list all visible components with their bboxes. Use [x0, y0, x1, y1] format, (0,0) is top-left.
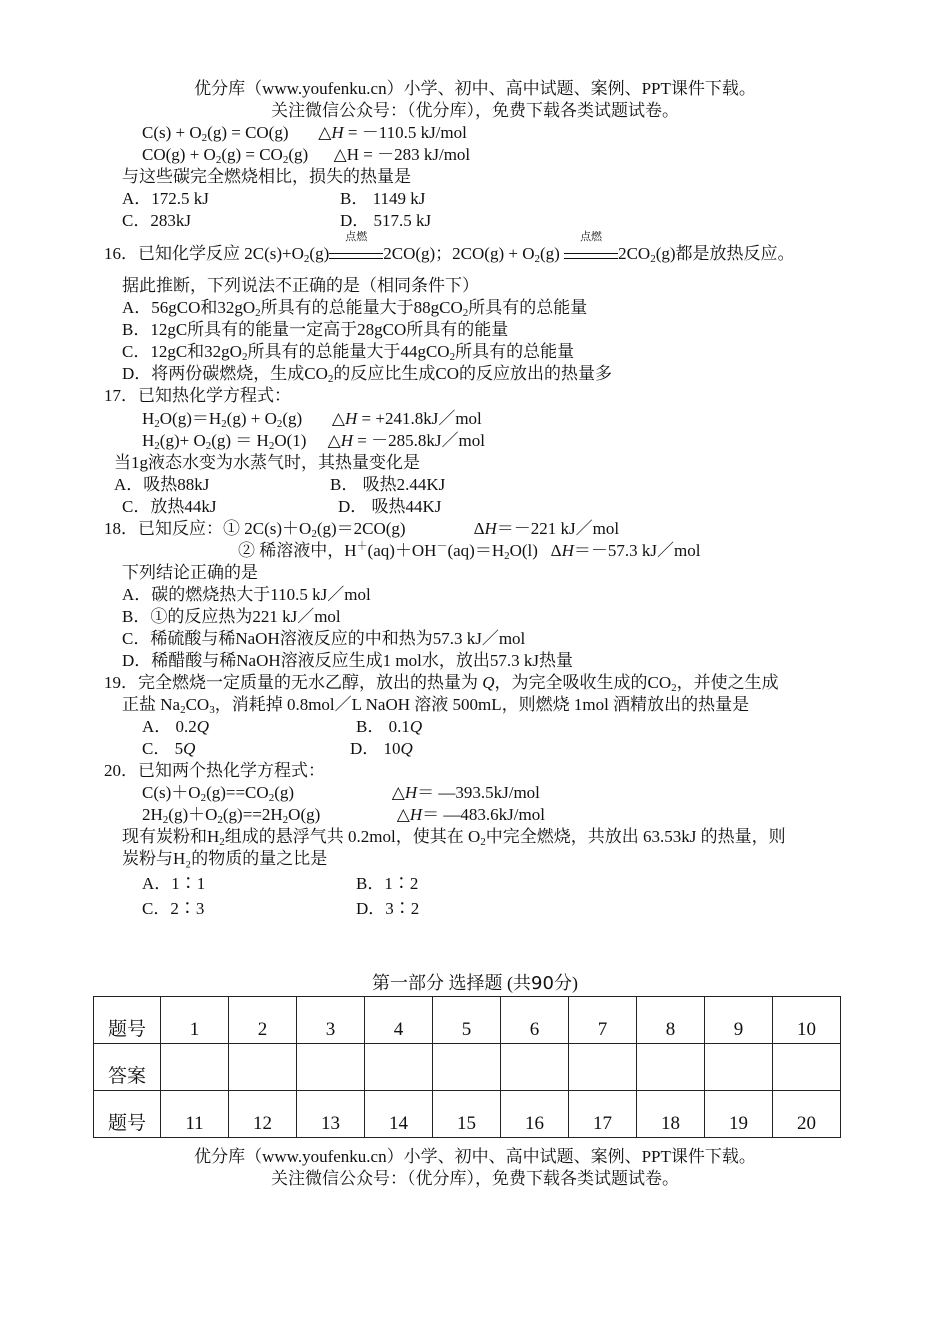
question-number-cell: 18 — [637, 1091, 705, 1138]
question-number-cell: 14 — [365, 1091, 433, 1138]
q16-stem-2: 据此推断，下列说法不正确的是（相同条件下） — [122, 276, 479, 295]
q17-stem — [104, 385, 291, 407]
q15-option-a: A．172.5 kJ — [122, 189, 209, 208]
q15-option-d: D． 517.5 kJ — [340, 211, 432, 230]
q18-stem-2: 下列结论正确的是 — [122, 563, 258, 582]
q18-stem: 18．已知反应：① $2C(s)+O_2(g)=2CO(g)$ ΔH＝－221 kJ／mol — [104, 519, 620, 540]
q19-stem-cont: 正盐 $Na_2CO_3$，消耗掉 0.8mol／L NaOH 溶液 500mL，则燃烧 1mol 酒精放出的热量是 — [122, 695, 750, 716]
answer-cell[interactable] — [569, 1044, 637, 1091]
footer-line-1: 优分库（www.youfenku.cn）小学、初中、高中试题、案例、PPT课件下载。 — [194, 1147, 756, 1166]
reaction-arrow — [564, 230, 618, 259]
question-number-cell: 19 — [705, 1091, 773, 1138]
answer-table — [93, 996, 841, 1138]
q16-option-a: A．56gCO和$32gO_2$所具有的总能量大于88gCO$_2$所具有的总能量 — [122, 298, 588, 319]
question-number-cell: 17 — [569, 1091, 637, 1138]
q18-option-c: C．稀硫酸与稀NaOH溶液反应的中和热为57.3 kJ／mol — [122, 629, 526, 648]
q17-number: 17． — [104, 386, 138, 405]
q16-stem-lead: 已知化学反应 — [138, 244, 240, 263]
q16-stem: 16．已知化学反应 $2C(s)+O_2(g)$ 点燃 2CO(g)；$2CO(g) + O_2(g)$ 点燃 $2CO_2(g)$都是放热反应。 — [104, 230, 795, 265]
question-number-cell: 8 — [637, 997, 705, 1044]
q15-option-c: C．283kJ — [122, 211, 191, 230]
q18-option-b: B．①的反应热为221 kJ／mol — [122, 607, 341, 626]
q17-stem-text: 已知热化学方程式： — [138, 386, 291, 405]
q20-equation-2: $2H_2(g)+O_2(g)==2H_2O(g)$ △H＝ —483.6kJ/mol — [142, 805, 545, 826]
q20-stem-3: 炭粉与H₂的物质的量之比是 — [122, 849, 328, 868]
reaction-arrow — [329, 230, 383, 259]
question-number-cell: 16 — [501, 1091, 569, 1138]
q16-option-b: B．12gC所具有的能量一定高于28gCO所具有的能量 — [122, 320, 509, 339]
q20-stem-2: 现有炭粉和$H_2$组成的悬浮气共 0.2mol，使其在 $O_2$中完全燃烧，共放出 63.53kJ 的热量，则 — [122, 827, 786, 848]
q19-option-c: C． 5Q — [142, 739, 196, 758]
q15-equation-2: $CO(g) + O_2(g) = CO_2(g)$ △H = －283 kJ/mol — [142, 145, 471, 166]
q20-option-d: D．3∶2 — [356, 899, 420, 918]
q17-equation-1: $H_2O(g)=H_2(g) + O_2(g)$ △H = +241.8kJ／mol — [142, 409, 482, 430]
row-label: 题号 — [94, 1091, 161, 1138]
q20-option-b: B．1∶2 — [356, 874, 419, 893]
q15-equation-1: $C(s) + O_2(g) = CO(g)$ △H = －110.5 kJ/mol — [142, 123, 467, 144]
q17-option-c: C．放热44kJ — [122, 497, 217, 516]
q17-equation-2: $H_2(g)+ O_2(g) = H_2O(1)$ △H = －285.8kJ／mol — [142, 431, 485, 452]
question-number-cell: 20 — [773, 1091, 841, 1138]
table-row — [94, 1044, 841, 1091]
answer-cell[interactable] — [433, 1044, 501, 1091]
table-row — [94, 1091, 841, 1138]
q15-eq2-dh: △H = －283 kJ/mol — [333, 145, 471, 164]
q17-option-a: A．吸热88kJ — [114, 475, 210, 494]
answer-cell[interactable] — [637, 1044, 705, 1091]
q18-option-d: D．稀醋酸与稀NaOH溶液反应生成1 mol水，放出57.3 kJ热量 — [122, 651, 573, 670]
footer-line-2: 关注微信公众号：（优分库），免费下载各类试题试卷。 — [271, 1169, 679, 1188]
q19-option-a: A． 0.2Q — [142, 717, 210, 736]
answer-cell[interactable] — [705, 1044, 773, 1091]
q20-equation-1: $C(s)+O_2(g)==CO_2(g)$ △H＝ —393.5kJ/mol — [142, 783, 540, 804]
question-number-cell: 13 — [297, 1091, 365, 1138]
question-number-cell: 9 — [705, 997, 773, 1044]
q17-stem-2: 当1g液态水变为水蒸气时，其热量变化是 — [114, 453, 420, 472]
header-line-2: 关注微信公众号：（优分库），免费下载各类试题试卷。 — [271, 101, 679, 120]
answer-cell[interactable] — [773, 1044, 841, 1091]
q18-stem-lead: 已知反应： — [138, 519, 223, 538]
header-line-1: 优分库（www.youfenku.cn）小学、初中、高中试题、案例、PPT课件下载。 — [194, 79, 756, 98]
q19-stem: 19．完全燃烧一定质量的无水乙醇，放出的热量为 Q，为完全吸收生成的$CO_2$，并使之生成 — [104, 673, 779, 694]
question-number-cell: 12 — [229, 1091, 297, 1138]
question-number-cell: 5 — [433, 997, 501, 1044]
question-number-cell: 6 — [501, 997, 569, 1044]
q16-option-d: D．将两份碳燃烧，生成$CO_2$的反应比生成CO的反应放出的热量多 — [122, 364, 613, 385]
question-number-cell: 15 — [433, 1091, 501, 1138]
q20-number: 20． — [104, 761, 138, 780]
q16-option-c: C．12gC和$32gO_2$所具有的总能量大于44gCO$_2$所具有的总能量 — [122, 342, 575, 363]
section-total-score: 90 — [531, 973, 554, 994]
section-title-lead: 第一部分 选择题 (共 — [372, 973, 532, 993]
q15-stem: 与这些碳完全燃烧相比，损失的热量是 — [122, 167, 411, 186]
question-number-cell: 2 — [229, 997, 297, 1044]
section-title-end: 分) — [553, 973, 578, 993]
row-label: 题号 — [94, 997, 161, 1044]
answer-cell[interactable] — [229, 1044, 297, 1091]
q20-stem — [104, 760, 325, 782]
q19-number: 19． — [104, 673, 138, 692]
answer-cell[interactable] — [501, 1044, 569, 1091]
question-number-cell: 4 — [365, 997, 433, 1044]
q19-option-b: B． 0.1Q — [356, 717, 423, 736]
arrow-condition: 点燃 — [345, 230, 368, 243]
arrow-condition: 点燃 — [580, 230, 603, 243]
question-number-cell: 10 — [773, 997, 841, 1044]
q18-reaction-2: ② 稀溶液中，$H^+(aq)+OH^-(aq)=H_2O(l)$ ΔH＝－57.3 kJ／mol — [238, 540, 701, 562]
q20-option-c: C．2∶3 — [142, 899, 205, 918]
q17-option-b: B． 吸热2.44KJ — [330, 475, 446, 494]
section-title — [0, 972, 950, 995]
q20-option-a: A．1∶1 — [142, 874, 206, 893]
q16-stem-end: 都是放热反应。 — [675, 244, 795, 263]
table-row — [94, 997, 841, 1044]
question-number-cell: 7 — [569, 997, 637, 1044]
q20-stem-text: 已知两个热化学方程式： — [138, 761, 325, 780]
question-number-cell: 1 — [161, 997, 229, 1044]
q17-option-d: D． 吸热44KJ — [338, 497, 442, 516]
q19-option-d: D． 10Q — [350, 739, 413, 758]
answer-cell[interactable] — [297, 1044, 365, 1091]
q18-option-a: A．碳的燃烧热大于110.5 kJ／mol — [122, 585, 371, 604]
row-label: 答案 — [94, 1044, 161, 1091]
q16-number: 16． — [104, 244, 138, 263]
answer-cell[interactable] — [365, 1044, 433, 1091]
q18-number: 18． — [104, 519, 138, 538]
question-number-cell: 3 — [297, 997, 365, 1044]
answer-cell[interactable] — [161, 1044, 229, 1091]
q15-option-b: B． 1149 kJ — [340, 189, 426, 208]
question-number-cell: 11 — [161, 1091, 229, 1138]
